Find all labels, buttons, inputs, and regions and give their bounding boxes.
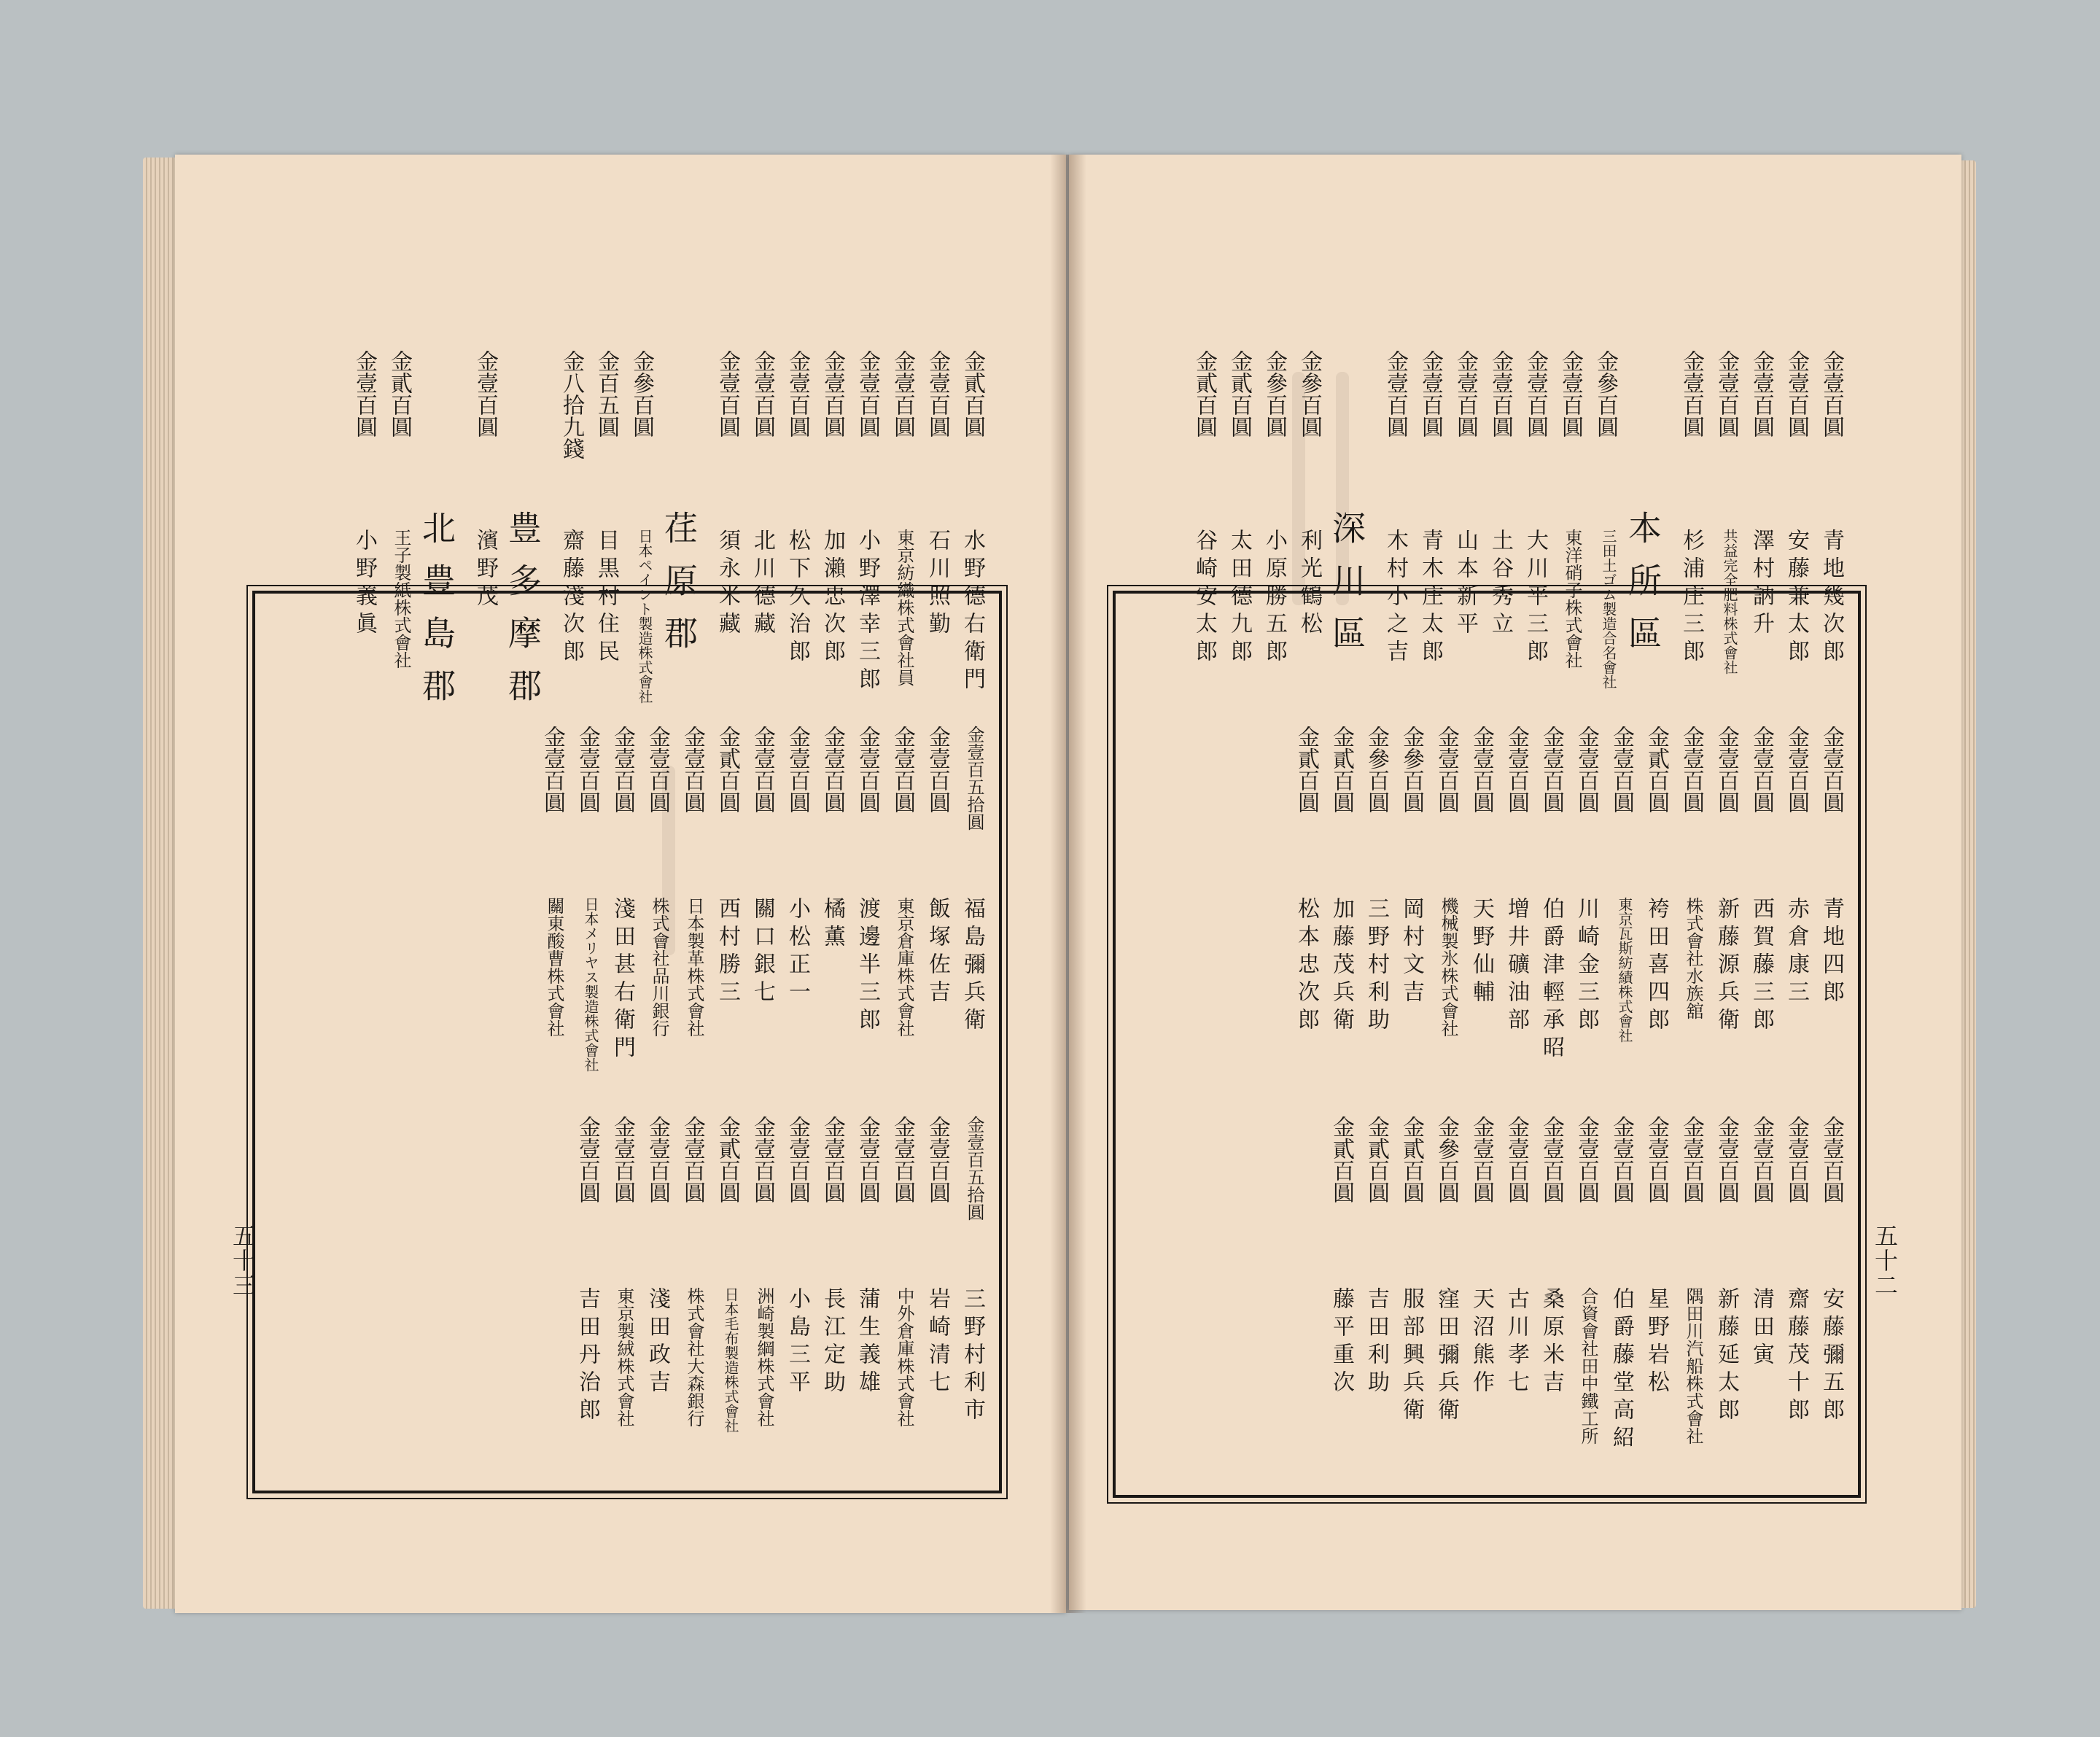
donor-name: 三野村利市	[960, 1287, 985, 1426]
donation-amount: 金參百圓	[1399, 726, 1424, 813]
donor-entry	[1524, 1116, 1562, 1451]
donor-name: 三野村利助	[1364, 897, 1389, 1035]
donor-name: 土谷秀立	[1488, 529, 1513, 640]
donation-amount: 金壹百圓	[1784, 726, 1809, 813]
donor-entry	[1349, 726, 1387, 1061]
donor-name: 木村小之吉	[1382, 529, 1408, 667]
donation-amount: 金壹百圓	[680, 726, 705, 813]
donation-amount: 金壹百圓	[610, 726, 635, 813]
donor-name: 關口銀七	[750, 897, 775, 1008]
donation-amount: 金壹百圓	[785, 1116, 810, 1203]
donor-entry	[595, 1116, 633, 1451]
donation-amount: 金壹百圓	[1749, 350, 1774, 438]
donor-entry	[1489, 1116, 1527, 1451]
donation-amount: 金貳百圓	[960, 350, 985, 438]
donation-amount: 金壹百圓	[575, 726, 600, 813]
donation-amount: 金八拾九錢	[559, 350, 584, 459]
donor-name: 東京瓦斯紡績株式會社	[1616, 897, 1633, 1043]
donor-name: 淺田甚右衛門	[610, 897, 635, 1063]
donor-entry	[875, 350, 913, 685]
donor-entry	[1804, 350, 1842, 685]
donor-name: 株式會社大森銀行	[684, 1287, 704, 1427]
donor-name: 安藤彌五郎	[1819, 1287, 1844, 1426]
donor-entry	[735, 350, 773, 685]
donor-entry	[1384, 726, 1422, 1061]
donor-entry	[805, 726, 843, 1061]
donor-name: 加藤茂兵衛	[1329, 897, 1354, 1035]
donor-name: 松下久治郎	[785, 529, 810, 667]
donor-name: 安藤兼太郎	[1784, 529, 1809, 667]
donor-name: 淺田政吉	[645, 1287, 670, 1398]
donor-name: 赤倉康三	[1784, 897, 1809, 1008]
donation-amount: 金壹百圓	[855, 350, 880, 438]
donation-amount: 金貳百圓	[1226, 350, 1252, 438]
donor-name: 日本製革株式會社	[684, 897, 704, 1037]
donor-entry	[1734, 1116, 1772, 1451]
donation-amount: 金壹百圓	[1504, 1116, 1529, 1203]
donor-name: 大川平三郎	[1522, 529, 1548, 667]
donation-amount: 金壹百圓	[1819, 350, 1844, 438]
donation-amount: 金壹百圓	[575, 1116, 600, 1203]
donation-amount: 金貳百圓	[1644, 726, 1669, 813]
donor-entry	[1473, 350, 1511, 685]
donation-amount: 金壹百圓	[1749, 726, 1774, 813]
donor-name: 古川孝七	[1504, 1287, 1529, 1398]
donor-entry	[770, 350, 808, 685]
donor-entry	[910, 726, 948, 1061]
donation-amount: 金壹百圓	[1488, 350, 1513, 438]
donation-amount: 金壹百圓	[890, 726, 915, 813]
donor-entry	[1559, 1116, 1597, 1451]
donor-entry	[372, 350, 410, 685]
donor-entry	[945, 350, 985, 695]
donation-amount: 金壹百圓	[1539, 1116, 1564, 1203]
donor-entry	[840, 1116, 878, 1451]
donation-amount: 金壹百圓	[540, 726, 565, 813]
donation-amount: 金壹百圓	[715, 350, 740, 438]
donor-name: 杉浦庄三郎	[1679, 529, 1704, 667]
donation-amount: 金壹百圓	[645, 1116, 670, 1203]
donor-entry	[1454, 1116, 1492, 1451]
donor-entry	[1403, 350, 1441, 685]
donor-entry	[579, 350, 617, 685]
donor-entry	[1524, 726, 1562, 1061]
donor-name: 目黒村住民	[594, 529, 619, 667]
donor-name: 飯塚佐吉	[925, 897, 950, 1008]
donor-name: 合資會社田中鐵工所	[1578, 1287, 1598, 1445]
donor-entry	[1368, 350, 1406, 685]
donation-amount: 金壹百圓	[855, 1116, 880, 1203]
donation-amount: 金壹百圓	[680, 1116, 705, 1203]
donor-entry	[805, 350, 843, 685]
donor-name: 服部興兵衛	[1399, 1287, 1424, 1426]
donor-entry	[1438, 350, 1476, 685]
donation-amount: 金壹百圓	[351, 350, 377, 438]
donation-amount: 金貳百圓	[715, 1116, 740, 1203]
district-heading: 荏原郡	[659, 510, 699, 668]
district-heading: 北豊島郡	[417, 510, 456, 720]
donor-entry	[1664, 350, 1702, 685]
donor-name: 小野澤幸三郎	[855, 529, 880, 695]
donor-entry	[1282, 350, 1320, 685]
donor-name: 新藤源兵衛	[1714, 897, 1739, 1035]
donor-entry	[1734, 350, 1772, 685]
donor-name: 西村勝三	[715, 897, 740, 1008]
donation-amount: 金壹百圓	[1504, 726, 1529, 813]
donor-name: 中外倉庫株式會社	[894, 1287, 914, 1427]
donation-amount: 金壹百圓	[785, 350, 810, 438]
donor-name: 袴田喜四郎	[1644, 897, 1669, 1035]
donor-name: 三田土ゴム製造合名會社	[1600, 529, 1617, 689]
donation-amount: 金貳百圓	[715, 726, 740, 813]
donation-amount: 金壹百圓	[1784, 350, 1809, 438]
donor-name: 齋藤淺次郎	[559, 529, 584, 667]
donor-entry	[614, 350, 654, 704]
donor-name: 青地幾次郎	[1819, 529, 1844, 667]
donor-entry	[1769, 350, 1807, 685]
donor-name: 水野德右衛門	[960, 529, 985, 695]
donation-amount: 金貳百圓	[1329, 1116, 1354, 1203]
donation-amount: 金壹百圓	[1469, 1116, 1494, 1203]
donor-name: 山本新平	[1452, 529, 1478, 640]
donor-name: 天野仙輔	[1469, 897, 1494, 1008]
donation-amount: 金壹百圓	[1679, 350, 1704, 438]
donation-amount: 金壹百圓	[1558, 350, 1583, 438]
donor-name: 利光鶴松	[1296, 529, 1322, 640]
donor-name: 吉田丹治郎	[575, 1287, 600, 1426]
donation-amount: 金壹百圓	[1714, 1116, 1739, 1203]
donation-amount: 金壹百圓	[472, 350, 498, 438]
page-number-left: 五十三	[229, 1224, 257, 1298]
donation-amount: 金壹百圓	[820, 1116, 845, 1203]
donor-name: 澤村訥升	[1749, 529, 1774, 640]
district-heading: 深川區	[1327, 510, 1366, 668]
donation-amount: 金壹百圓	[820, 726, 845, 813]
donor-entry	[770, 726, 808, 1061]
donor-entry	[665, 1116, 703, 1451]
donor-entry	[1804, 1116, 1842, 1451]
district-heading: 本所區	[1623, 510, 1662, 668]
donor-name: 齋藤茂十郎	[1784, 1287, 1809, 1426]
donor-name: 日本ペイント製造株式會社	[636, 529, 653, 704]
donor-entry	[1578, 350, 1618, 689]
donor-name: 小松正一	[785, 897, 810, 1008]
donor-entry	[945, 1116, 983, 1451]
donor-entry	[1769, 726, 1807, 1061]
donor-entry	[1543, 350, 1581, 685]
donor-name: 清田寅	[1749, 1287, 1774, 1370]
donor-name: 日本毛布製造株式會社	[722, 1287, 739, 1433]
donor-name: 窪田彌兵衛	[1434, 1287, 1459, 1426]
donor-name: 蒲生義雄	[855, 1287, 880, 1398]
donor-name: 加瀨忠次郎	[820, 529, 845, 667]
donor-entry	[700, 1116, 738, 1451]
donor-name: 吉田利助	[1364, 1287, 1389, 1398]
donation-amount: 金貳百圓	[1329, 726, 1354, 813]
donation-amount: 金參百圓	[629, 350, 654, 438]
donor-name: 北川德藏	[750, 529, 775, 640]
donor-name: 桑原米吉	[1539, 1287, 1564, 1398]
donation-amount: 金貳百圓	[1399, 1116, 1424, 1203]
donor-entry	[665, 726, 703, 1061]
donation-amount: 金壹百圓	[890, 350, 915, 438]
donor-entry	[1699, 350, 1737, 685]
donor-entry	[525, 726, 563, 1061]
donor-name: 須永米藏	[715, 529, 740, 640]
donation-amount: 金壹百圓	[750, 350, 775, 438]
donation-amount: 金貳百圓	[1294, 726, 1319, 813]
donor-name: 星野岩松	[1644, 1287, 1669, 1398]
donor-entry	[1419, 1116, 1457, 1451]
donor-entry	[805, 1116, 843, 1451]
donor-entry	[544, 350, 582, 685]
donor-entry	[560, 726, 600, 1072]
donor-name: 東京紡織株式會社員	[894, 529, 914, 686]
donor-name: 福島彌兵衛	[960, 897, 985, 1035]
donor-name: 川崎金三郎	[1574, 897, 1599, 1035]
donor-name: 機械製氷株式會社	[1438, 897, 1458, 1037]
donor-entry	[1734, 726, 1772, 1061]
donation-amount: 金壹百圓	[1644, 1116, 1669, 1203]
donation-amount: 金壹百圓	[1434, 726, 1459, 813]
donor-name: 東京製絨株式會社	[614, 1287, 634, 1427]
donor-entry	[1247, 350, 1285, 685]
donor-name: 石川照勤	[925, 529, 950, 640]
donation-amount: 金壹百圓	[1382, 350, 1408, 438]
donor-name: 新藤延太郎	[1714, 1287, 1739, 1426]
donor-entry	[945, 726, 983, 1061]
donation-amount: 金壹百圓	[1784, 1116, 1809, 1203]
donor-entry	[840, 726, 878, 1061]
donor-entry	[1769, 1116, 1807, 1451]
donation-amount: 金壹百圓	[1574, 726, 1599, 813]
donor-entry	[875, 726, 913, 1061]
donor-entry	[337, 350, 375, 685]
donor-name: 伯爵津輕承昭	[1539, 897, 1564, 1063]
donation-amount: 金壹百圓	[1819, 726, 1844, 813]
donation-amount: 金參百圓	[1434, 1116, 1459, 1203]
donation-amount: 金壹百圓	[1714, 726, 1739, 813]
donation-amount: 金壹百圓	[610, 1116, 635, 1203]
donor-entry	[630, 1116, 668, 1451]
donation-amount: 金壹百圓	[1819, 1116, 1844, 1203]
donor-name: 共益完全肥料株式會社	[1721, 529, 1738, 675]
donor-entry	[458, 350, 496, 685]
donor-name: 東洋硝子株式會社	[1562, 529, 1582, 669]
donor-entry	[1664, 1116, 1702, 1451]
donor-name: 天沼熊作	[1469, 1287, 1494, 1398]
donor-entry	[595, 726, 633, 1061]
donor-entry	[1594, 1116, 1632, 1451]
donor-name: 株式會社品川銀行	[649, 897, 669, 1037]
donor-entry	[1664, 726, 1702, 1061]
donation-amount: 金壹百圓	[1749, 1116, 1774, 1203]
donation-amount: 金壹百圓	[820, 350, 845, 438]
donor-entry	[560, 1116, 598, 1451]
donor-entry	[1349, 1116, 1387, 1451]
donor-name: 洲崎製綱株式會社	[754, 1287, 774, 1427]
donation-amount: 金參百圓	[1592, 350, 1618, 438]
donor-name: 藤平重次	[1329, 1287, 1354, 1398]
donor-name: 隅田川汽船株式會社	[1683, 1287, 1703, 1445]
donation-amount: 金壹百圓	[750, 726, 775, 813]
donation-amount: 金壹百圓	[925, 350, 950, 438]
donor-entry	[1384, 1116, 1422, 1451]
donor-name: 濱野茂	[472, 529, 498, 612]
donation-amount: 金壹百圓	[890, 1116, 915, 1203]
donation-amount: 金壹百圓	[1679, 1116, 1704, 1203]
donation-amount: 金壹百圓	[1574, 1116, 1599, 1203]
donation-amount: 金壹百圓	[1609, 726, 1634, 813]
donor-entry	[1314, 726, 1352, 1061]
donor-entry	[1454, 726, 1492, 1061]
donor-entry	[1699, 1116, 1737, 1451]
donor-entry	[1314, 1116, 1352, 1451]
donor-name: 長江定助	[820, 1287, 845, 1398]
donor-name: 小島三平	[785, 1287, 810, 1398]
district-heading: 豊多摩郡	[503, 510, 542, 720]
donation-amount: 金壹百圓	[1469, 726, 1494, 813]
donation-amount: 金參百圓	[1261, 350, 1287, 438]
donor-name: 橘薫	[820, 897, 845, 952]
donor-name: 西賀藤三郎	[1749, 897, 1774, 1035]
donor-entry	[1629, 726, 1667, 1061]
donor-entry	[1804, 726, 1842, 1061]
donation-amount: 金壹百圓	[1539, 726, 1564, 813]
donation-amount: 金壹百圓	[1418, 350, 1443, 438]
donor-name: 關東酸曹株式會社	[544, 897, 564, 1037]
donor-entry	[735, 726, 773, 1061]
donor-name: 東京倉庫株式會社	[894, 897, 914, 1037]
page-number-right: 五十二	[1871, 1224, 1899, 1298]
donor-entry	[700, 726, 738, 1061]
donor-entry	[910, 350, 948, 685]
donor-entry	[630, 726, 668, 1061]
donation-amount: 金壹百五拾圓	[964, 726, 984, 831]
donor-entry	[1212, 350, 1250, 685]
donation-amount: 金壹百圓	[1452, 350, 1478, 438]
donor-entry	[700, 350, 738, 685]
donor-name: 岡村文吉	[1399, 897, 1424, 1008]
donor-name: 青木庄太郎	[1418, 529, 1443, 667]
donor-entry	[1279, 726, 1317, 1061]
donation-amount: 金壹百圓	[1609, 1116, 1634, 1203]
donation-amount: 金貳百圓	[386, 350, 412, 438]
donation-amount: 金壹百圓	[785, 726, 810, 813]
donation-amount: 金壹百圓	[855, 726, 880, 813]
donation-amount: 金貳百圓	[1364, 1116, 1389, 1203]
donation-amount: 金壹百五拾圓	[964, 1116, 984, 1221]
donor-name: 小原勝五郎	[1261, 529, 1287, 667]
donation-amount: 金壹百圓	[925, 726, 950, 813]
donor-name: 松本忠次郎	[1294, 897, 1319, 1035]
book-gutter	[1050, 155, 1086, 1613]
donor-name: 伯爵藤堂高紹	[1609, 1287, 1634, 1453]
donor-entry	[1559, 726, 1597, 1061]
donation-amount: 金參百圓	[1364, 726, 1389, 813]
donor-name: 岩崎清七	[925, 1287, 950, 1398]
donor-entry	[910, 1116, 948, 1451]
donation-amount: 金壹百圓	[925, 1116, 950, 1203]
donor-name: 株式會社水族舘	[1683, 897, 1703, 1019]
donor-entry	[1419, 726, 1457, 1061]
donor-entry	[770, 1116, 808, 1451]
donor-entry	[1508, 350, 1546, 685]
donation-amount: 金壹百圓	[1679, 726, 1704, 813]
donor-name: 渡邊半三郎	[855, 897, 880, 1035]
donor-entry	[1177, 350, 1215, 685]
donor-name: 日本メリヤス製造株式會社	[582, 897, 599, 1072]
donation-amount: 金壹百圓	[1522, 350, 1548, 438]
donor-entry	[1594, 726, 1632, 1061]
donation-amount: 金壹百圓	[750, 1116, 775, 1203]
donor-name: 青地四郎	[1819, 897, 1844, 1008]
donor-entry	[1699, 726, 1737, 1061]
donor-entry	[840, 350, 880, 695]
donation-amount: 金百五圓	[594, 350, 619, 438]
donor-name: 王子製紙株式會社	[391, 529, 411, 669]
donor-entry	[735, 1116, 773, 1451]
donor-entry	[1629, 1116, 1667, 1451]
donation-amount: 金壹百圓	[1714, 350, 1739, 438]
donor-name: 小野義眞	[351, 529, 377, 640]
donation-amount: 金壹百圓	[645, 726, 670, 813]
donor-entry	[875, 1116, 913, 1451]
donor-name: 谷崎安太郎	[1191, 529, 1217, 667]
donation-amount: 金貳百圓	[1191, 350, 1217, 438]
donor-name: 增井礦油部	[1504, 897, 1529, 1035]
donor-entry	[1489, 726, 1527, 1061]
donation-amount: 金參百圓	[1296, 350, 1322, 438]
donor-name: 太田德九郎	[1226, 529, 1252, 667]
